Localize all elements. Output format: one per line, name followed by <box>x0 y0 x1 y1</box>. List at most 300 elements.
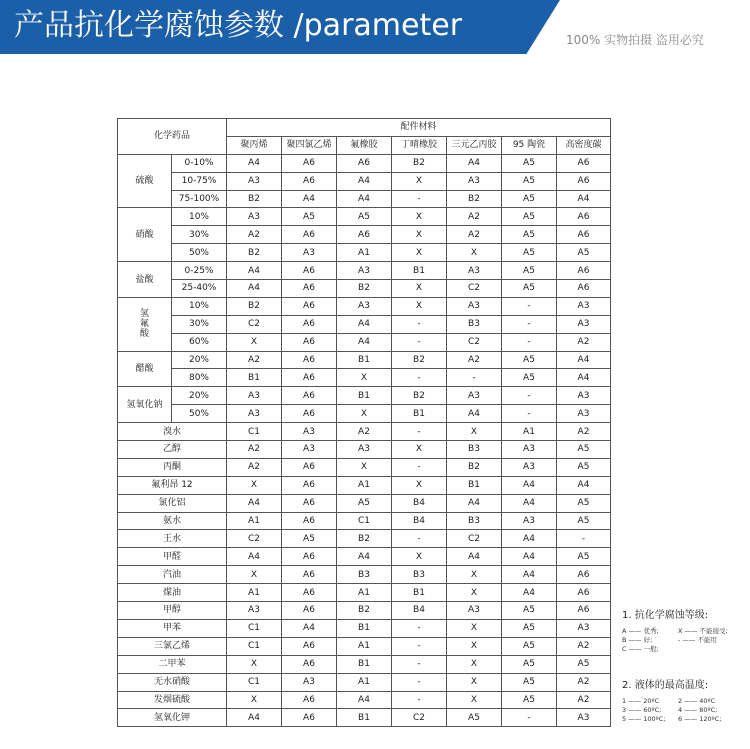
rating-cell: A2 <box>557 333 611 351</box>
legend-row <box>622 645 740 654</box>
rating-cell: A1 <box>337 244 392 262</box>
table-row <box>118 172 611 190</box>
legend-temp-title: 2. 液体的最高温度: <box>622 680 709 691</box>
rating-cell: A3 <box>557 709 611 727</box>
rating-cell: B2 <box>337 530 392 548</box>
chemical-name: 二甲苯 <box>118 655 227 673</box>
table-row <box>118 637 611 655</box>
rating-cell: - <box>392 369 447 387</box>
rating-cell: A5 <box>502 262 557 280</box>
rating-cell: A5 <box>447 709 502 727</box>
rating-cell: A1 <box>337 637 392 655</box>
rating-cell: A3 <box>447 387 502 405</box>
rating-cell: A5 <box>502 655 557 673</box>
rating-cell: A2 <box>227 351 282 369</box>
rating-cell: A5 <box>557 441 611 459</box>
legend-entry: 5 —— 100ºC; <box>622 715 666 723</box>
rating-cell: X <box>447 244 502 262</box>
legend-entry: A —— 优秀; <box>622 627 659 635</box>
rating-cell: A5 <box>337 494 392 512</box>
rating-cell: A6 <box>282 566 337 584</box>
rating-cell: A6 <box>557 172 611 190</box>
material-header: 丁晴橡胶 <box>392 136 447 154</box>
legend-row <box>622 706 740 715</box>
table-row <box>118 369 611 387</box>
chemical-name-char: 氢 <box>139 309 149 320</box>
rating-cell: X <box>447 566 502 584</box>
copyright-notice: 100% 实物拍摄 盗用必究 <box>566 33 704 47</box>
rating-cell: B1 <box>447 476 502 494</box>
rating-cell: - <box>392 655 447 673</box>
concentration: 25-40% <box>172 280 227 298</box>
table-row <box>118 387 611 405</box>
table-row <box>118 530 611 548</box>
rating-cell: A3 <box>337 441 392 459</box>
concentration: 10% <box>172 297 227 315</box>
rating-cell: A6 <box>557 208 611 226</box>
material-header: 三元乙丙胶 <box>447 136 502 154</box>
rating-cell: A6 <box>557 602 611 620</box>
rating-cell: A6 <box>557 566 611 584</box>
chemical-name: 煤油 <box>118 584 227 602</box>
table-row <box>118 297 611 315</box>
rating-cell: B3 <box>392 566 447 584</box>
rating-cell: A2 <box>447 351 502 369</box>
rating-cell: C1 <box>227 619 282 637</box>
rating-cell: A1 <box>227 512 282 530</box>
rating-cell: A5 <box>502 226 557 244</box>
table-row <box>118 691 611 709</box>
rating-cell: A4 <box>447 494 502 512</box>
rating-cell: A3 <box>227 208 282 226</box>
rating-cell: A2 <box>557 673 611 691</box>
rating-cell: A4 <box>227 280 282 298</box>
rating-cell: A5 <box>502 691 557 709</box>
rating-cell: A4 <box>557 351 611 369</box>
rating-cell: A5 <box>502 280 557 298</box>
rating-cell: A6 <box>557 226 611 244</box>
legend-entry: 3 —— 60ºC; <box>622 706 662 714</box>
rating-cell: B2 <box>227 190 282 208</box>
rating-cell: B2 <box>392 154 447 172</box>
rating-cell: A6 <box>282 315 337 333</box>
concentration: 20% <box>172 387 227 405</box>
rating-cell: A5 <box>502 208 557 226</box>
rating-cell: A3 <box>282 441 337 459</box>
rating-cell: B2 <box>227 244 282 262</box>
rating-cell: A3 <box>282 244 337 262</box>
chemical-name: 溴水 <box>118 423 227 441</box>
rating-cell: X <box>392 280 447 298</box>
legend-grade-title: 1. 抗化学腐蚀等级: <box>622 610 709 621</box>
rating-cell: A5 <box>502 351 557 369</box>
chemical-name: 盐酸 <box>118 262 172 298</box>
page-title: 产品抗化学腐蚀参数 /parameter <box>14 8 463 43</box>
rating-cell: C2 <box>447 280 502 298</box>
rating-cell: A6 <box>282 602 337 620</box>
rating-cell: X <box>337 458 392 476</box>
table-row <box>118 405 611 423</box>
material-header: 氟橡胶 <box>337 136 392 154</box>
rating-cell: X <box>337 405 392 423</box>
rating-cell: B2 <box>337 280 392 298</box>
legend-row <box>622 697 740 706</box>
rating-cell: X <box>227 333 282 351</box>
rating-cell: - <box>392 530 447 548</box>
rating-cell: A4 <box>227 548 282 566</box>
legend-entry: 2 —— 40ºC <box>678 697 716 705</box>
rating-cell: A6 <box>557 262 611 280</box>
rating-cell: - <box>502 387 557 405</box>
rating-cell: B2 <box>337 602 392 620</box>
rating-cell: - <box>392 619 447 637</box>
table-row <box>118 512 611 530</box>
rating-cell: A4 <box>227 154 282 172</box>
rating-cell: B2 <box>392 387 447 405</box>
chemical-name: 醋酸 <box>118 351 172 387</box>
chemical-name: 无水硝酸 <box>118 673 227 691</box>
legend-entry: 4 —— 80ºC; <box>678 706 718 714</box>
rating-cell: A5 <box>337 208 392 226</box>
rating-cell: A2 <box>557 637 611 655</box>
material-header: 95 陶瓷 <box>502 136 557 154</box>
rating-cell: A4 <box>557 190 611 208</box>
concentration: 0-10% <box>172 154 227 172</box>
rating-cell: A4 <box>502 530 557 548</box>
rating-cell: A6 <box>282 351 337 369</box>
chemical-name: 三氯乙烯 <box>118 637 227 655</box>
table-row <box>118 709 611 727</box>
rating-cell: A5 <box>557 548 611 566</box>
rating-cell: A5 <box>557 244 611 262</box>
rating-cell: X <box>227 655 282 673</box>
rating-cell: A1 <box>337 584 392 602</box>
chemical-name: 甲苯 <box>118 619 227 637</box>
table-row <box>118 280 611 298</box>
rating-cell: C1 <box>337 512 392 530</box>
rating-cell: A2 <box>557 691 611 709</box>
rating-cell: A4 <box>227 262 282 280</box>
rating-cell: B4 <box>392 512 447 530</box>
table-row <box>118 476 611 494</box>
legend-entry: C —— 一般; <box>622 645 659 653</box>
table-row <box>118 584 611 602</box>
rating-cell: A5 <box>502 673 557 691</box>
chemical-name: 氢氧化钠 <box>118 387 172 423</box>
rating-cell: A4 <box>502 566 557 584</box>
rating-cell: A5 <box>557 458 611 476</box>
rating-cell: A6 <box>557 280 611 298</box>
rating-cell: A1 <box>502 423 557 441</box>
rating-cell: A2 <box>227 458 282 476</box>
material-header: 聚丙烯 <box>227 136 282 154</box>
rating-cell: B1 <box>337 619 392 637</box>
rating-cell: B1 <box>337 709 392 727</box>
rating-cell: A6 <box>282 333 337 351</box>
rating-cell: X <box>337 369 392 387</box>
rating-cell: X <box>227 691 282 709</box>
rating-cell: - <box>557 530 611 548</box>
concentration: 75-100% <box>172 190 227 208</box>
rating-cell: A3 <box>282 673 337 691</box>
rating-cell: A3 <box>227 387 282 405</box>
rating-cell: A4 <box>502 548 557 566</box>
rating-cell: B4 <box>392 602 447 620</box>
rating-cell: X <box>392 548 447 566</box>
rating-cell: A6 <box>282 297 337 315</box>
rating-cell: - <box>392 315 447 333</box>
table-row <box>118 351 611 369</box>
chemical-name: 硫酸 <box>118 154 172 208</box>
rating-cell: A3 <box>282 423 337 441</box>
legend-entry: 1 —— 20ºC <box>622 697 660 705</box>
rating-cell: A3 <box>447 172 502 190</box>
material-header: 聚四氯乙烯 <box>282 136 337 154</box>
rating-cell: B1 <box>392 584 447 602</box>
rating-cell: X <box>227 566 282 584</box>
rating-cell: C2 <box>227 530 282 548</box>
chemical-name: 氟利昂 12 <box>118 476 227 494</box>
rating-cell: - <box>392 458 447 476</box>
rating-cell: A3 <box>502 441 557 459</box>
rating-cell: X <box>447 637 502 655</box>
table-row <box>118 655 611 673</box>
rating-cell: A4 <box>282 190 337 208</box>
rating-cell: A2 <box>447 208 502 226</box>
rating-cell: A2 <box>227 226 282 244</box>
concentration: 10% <box>172 208 227 226</box>
table-row <box>118 673 611 691</box>
rating-cell: A6 <box>282 458 337 476</box>
rating-cell: A4 <box>447 154 502 172</box>
rating-cell: X <box>447 584 502 602</box>
rating-cell: - <box>392 691 447 709</box>
rating-cell: - <box>392 423 447 441</box>
chemical-name: 丙酮 <box>118 458 227 476</box>
rating-cell: X <box>447 655 502 673</box>
rating-cell: A5 <box>502 369 557 387</box>
table-row <box>118 262 611 280</box>
rating-cell: X <box>447 673 502 691</box>
rating-cell: A3 <box>227 172 282 190</box>
chemical-name <box>118 297 172 351</box>
rating-cell: B2 <box>447 458 502 476</box>
rating-cell: A3 <box>557 619 611 637</box>
rating-cell: B3 <box>447 512 502 530</box>
rating-cell: C1 <box>227 673 282 691</box>
rating-cell: A4 <box>337 333 392 351</box>
rating-cell: A6 <box>282 691 337 709</box>
legend-grades <box>622 606 740 654</box>
rating-cell: A6 <box>282 476 337 494</box>
rating-cell: C2 <box>227 315 282 333</box>
legend-row <box>622 636 740 645</box>
concentration: 50% <box>172 405 227 423</box>
rating-cell: C2 <box>392 709 447 727</box>
rating-cell: X <box>392 226 447 244</box>
rating-cell: B1 <box>337 387 392 405</box>
rating-cell: X <box>447 691 502 709</box>
rating-cell: C1 <box>227 423 282 441</box>
rating-cell: A6 <box>282 512 337 530</box>
rating-cell: X <box>392 441 447 459</box>
rating-cell: A6 <box>282 369 337 387</box>
rating-cell: A4 <box>282 619 337 637</box>
rating-cell: A6 <box>282 548 337 566</box>
rating-cell: A4 <box>337 315 392 333</box>
chemical-name: 氨水 <box>118 512 227 530</box>
corner-header: 化学药品 <box>118 119 227 155</box>
rating-cell: A5 <box>557 655 611 673</box>
rating-cell: A4 <box>337 691 392 709</box>
rating-cell: B3 <box>447 315 502 333</box>
concentration: 60% <box>172 333 227 351</box>
rating-cell: A6 <box>557 154 611 172</box>
legend-entry: B —— 好; <box>622 636 653 644</box>
rating-cell: A2 <box>447 226 502 244</box>
chemical-name: 氯化铝 <box>118 494 227 512</box>
table-row <box>118 190 611 208</box>
rating-cell: A3 <box>227 602 282 620</box>
table-row <box>118 226 611 244</box>
rating-cell: A4 <box>337 548 392 566</box>
rating-cell: A3 <box>227 405 282 423</box>
legend-entry: X —— 不能接受; <box>678 627 728 635</box>
rating-cell: A6 <box>282 387 337 405</box>
rating-cell: A5 <box>502 154 557 172</box>
rating-cell: A2 <box>557 423 611 441</box>
chemical-name: 发烟硫酸 <box>118 691 227 709</box>
table-row <box>118 441 611 459</box>
concentration: 10-75% <box>172 172 227 190</box>
rating-cell: A6 <box>282 637 337 655</box>
table-row <box>118 315 611 333</box>
rating-cell: X <box>392 244 447 262</box>
chemical-name: 甲醇 <box>118 602 227 620</box>
rating-cell: - <box>392 190 447 208</box>
rating-cell: A3 <box>557 405 611 423</box>
rating-cell: A6 <box>282 226 337 244</box>
rating-cell: - <box>392 637 447 655</box>
table-row <box>118 619 611 637</box>
chemical-name: 氢氧化钾 <box>118 709 227 727</box>
rating-cell: X <box>392 476 447 494</box>
rating-cell: X <box>392 172 447 190</box>
rating-cell: - <box>502 333 557 351</box>
rating-cell: A3 <box>447 262 502 280</box>
chemical-name: 王水 <box>118 530 227 548</box>
rating-cell: - <box>502 297 557 315</box>
rating-cell: - <box>502 315 557 333</box>
rating-cell: A4 <box>557 369 611 387</box>
rating-cell: A6 <box>282 154 337 172</box>
rating-cell: A4 <box>502 584 557 602</box>
table-row <box>118 548 611 566</box>
table-row <box>118 154 611 172</box>
rating-cell: B2 <box>227 297 282 315</box>
rating-cell: A6 <box>282 405 337 423</box>
rating-cell: A6 <box>282 655 337 673</box>
material-group-header: 配件材料 <box>227 119 611 137</box>
table-row <box>118 458 611 476</box>
rating-cell: - <box>392 673 447 691</box>
rating-cell: A6 <box>282 262 337 280</box>
rating-cell: C1 <box>227 637 282 655</box>
chemical-name: 硝酸 <box>118 208 172 262</box>
rating-cell: B1 <box>227 369 282 387</box>
rating-cell: B3 <box>447 441 502 459</box>
table-row <box>118 494 611 512</box>
table-row <box>118 566 611 584</box>
concentration: 50% <box>172 244 227 262</box>
rating-cell: B1 <box>392 262 447 280</box>
rating-cell: A5 <box>502 172 557 190</box>
table-row <box>118 244 611 262</box>
chemical-name: 甲醛 <box>118 548 227 566</box>
rating-cell: B2 <box>392 351 447 369</box>
rating-cell: A3 <box>447 602 502 620</box>
rating-cell: A4 <box>502 494 557 512</box>
rating-cell: A5 <box>502 190 557 208</box>
chemical-name: 汽油 <box>118 566 227 584</box>
rating-cell: A2 <box>337 423 392 441</box>
concentration: 20% <box>172 351 227 369</box>
rating-cell: A1 <box>227 584 282 602</box>
rating-cell: B1 <box>392 405 447 423</box>
rating-cell: A4 <box>447 405 502 423</box>
rating-cell: A3 <box>447 297 502 315</box>
rating-cell: A4 <box>227 709 282 727</box>
chemical-resistance-table <box>117 118 611 727</box>
chemical-name: 乙醇 <box>118 441 227 459</box>
rating-cell: A3 <box>502 512 557 530</box>
rating-cell: A1 <box>337 673 392 691</box>
table-row <box>118 333 611 351</box>
rating-cell: A6 <box>282 494 337 512</box>
rating-cell: - <box>502 709 557 727</box>
rating-cell: - <box>392 333 447 351</box>
rating-cell: A5 <box>557 494 611 512</box>
rating-cell: A5 <box>557 512 611 530</box>
rating-cell: C2 <box>447 530 502 548</box>
chemical-name-char: 酸 <box>139 329 149 340</box>
rating-cell: A5 <box>502 619 557 637</box>
rating-cell: A4 <box>337 190 392 208</box>
rating-cell: A6 <box>282 172 337 190</box>
rating-cell: A5 <box>282 530 337 548</box>
rating-cell: X <box>392 297 447 315</box>
rating-cell: A6 <box>282 280 337 298</box>
legend-row <box>622 627 740 636</box>
rating-cell: A5 <box>282 208 337 226</box>
rating-cell: A4 <box>447 548 502 566</box>
concentration: 30% <box>172 226 227 244</box>
legend-entry: - —— 不能用 <box>678 636 717 644</box>
rating-cell: A3 <box>557 387 611 405</box>
chemical-name-char: 氟 <box>139 319 149 330</box>
legend-entry: 6 —— 120ºC; <box>678 715 722 723</box>
rating-cell: A3 <box>337 262 392 280</box>
concentration: 80% <box>172 369 227 387</box>
rating-cell: X <box>392 208 447 226</box>
rating-cell: A6 <box>282 584 337 602</box>
rating-cell: B3 <box>337 566 392 584</box>
rating-cell: A6 <box>557 584 611 602</box>
rating-cell: A3 <box>502 458 557 476</box>
rating-cell: A6 <box>337 154 392 172</box>
rating-cell: A5 <box>502 637 557 655</box>
table-row <box>118 423 611 441</box>
